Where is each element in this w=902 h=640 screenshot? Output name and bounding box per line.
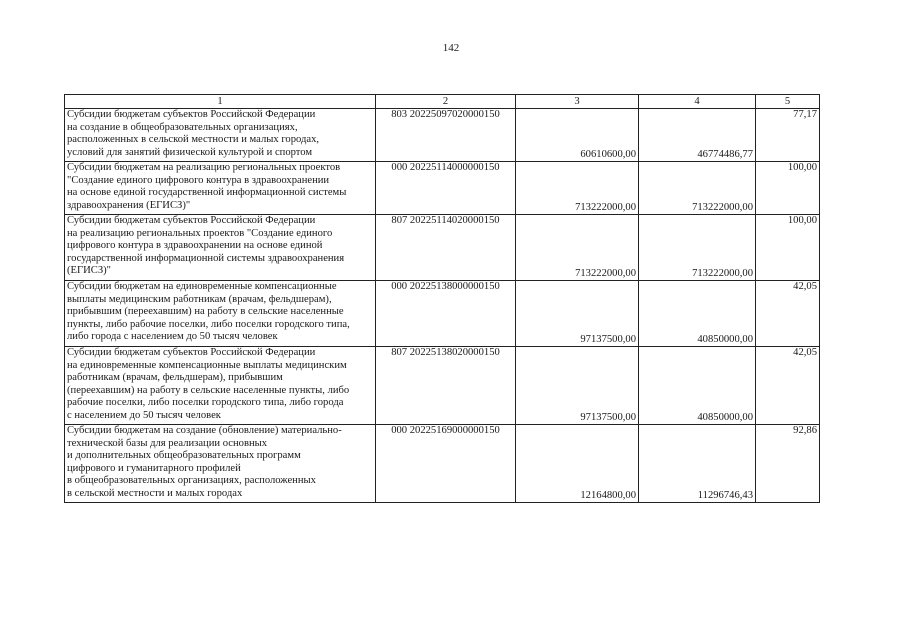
- table-row: [65, 281, 820, 347]
- percent-cell: 100,00: [756, 215, 820, 281]
- budget-code-cell: 000 20225114000000150: [376, 162, 516, 215]
- percent-cell: 77,17: [756, 109, 820, 162]
- percent-cell: 92,86: [756, 425, 820, 503]
- subsidy-name-cell: Субсидии бюджетам на единовременные компенсационные выплаты медицинским работникам (врачам, фельдшерам), прибывшим (переехавшим) на работу в сельские населенные пункты, либо рабочие поселки, либо поселки городского типа, либо города с населением до 50 тысяч человек: [65, 281, 376, 347]
- table-row: [65, 347, 820, 425]
- subsidy-name-cell: Субсидии бюджетам субъектов Российской Федерации на создание в общеобразовательных организациях, расположенных в сельской местности и малых городах, условий для занятий физической культурой и спортом: [65, 109, 376, 162]
- column-header: 2: [376, 95, 516, 109]
- column-header: 5: [756, 95, 820, 109]
- budget-code-cell: 807 20225138020000150: [376, 347, 516, 425]
- subsidy-name-cell: Субсидии бюджетам субъектов Российской Федерации на реализацию региональных проектов "Создание единого цифрового контура в здравоохранении на основе единой государственной информационной системы здравоохранения (ЕГИСЗ)": [65, 215, 376, 281]
- budget-code-cell: 000 20225138000000150: [376, 281, 516, 347]
- header-row: [65, 95, 820, 109]
- budget-code-cell: 807 20225114020000150: [376, 215, 516, 281]
- column-header: 3: [516, 95, 639, 109]
- percent-cell: 100,00: [756, 162, 820, 215]
- table-row: [65, 109, 820, 162]
- subsidy-name-cell: Субсидии бюджетам на реализацию региональных проектов "Создание единого цифрового контура в здравоохранении на основе единой государственной информационной системы здравоохранения (ЕГИСЗ)": [65, 162, 376, 215]
- plan-amount-cell: 713222000,00: [516, 162, 639, 215]
- table-row: [65, 215, 820, 281]
- percent-cell: 42,05: [756, 347, 820, 425]
- plan-amount-cell: 97137500,00: [516, 281, 639, 347]
- actual-amount-cell: 11296746,43: [639, 425, 756, 503]
- budget-code-cell: 000 20225169000000150: [376, 425, 516, 503]
- table-row: [65, 162, 820, 215]
- plan-amount-cell: 12164800,00: [516, 425, 639, 503]
- plan-amount-cell: 60610600,00: [516, 109, 639, 162]
- budget-code-cell: 803 20225097020000150: [376, 109, 516, 162]
- actual-amount-cell: 713222000,00: [639, 215, 756, 281]
- actual-amount-cell: 40850000,00: [639, 281, 756, 347]
- subsidy-name-cell: Субсидии бюджетам субъектов Российской Федерации на единовременные компенсационные выплаты медицинским работникам (врачам, фельдшерам), прибывшим (переехавшим) на работу в сельские населенные пункты, либо рабочие поселки, либо поселки городского типа, либо города с населением до 50 тысяч человек: [65, 347, 376, 425]
- column-header: 4: [639, 95, 756, 109]
- table-row: [65, 425, 820, 503]
- actual-amount-cell: 713222000,00: [639, 162, 756, 215]
- plan-amount-cell: 713222000,00: [516, 215, 639, 281]
- subsidy-name-cell: Субсидии бюджетам на создание (обновление) материально- технической базы для реализации основных и дополнительных общеобразовательных программ цифрового и гуманитарного профилей в общеобразовательных организациях, расположенных в сельской местности и малых городах: [65, 425, 376, 503]
- actual-amount-cell: 40850000,00: [639, 347, 756, 425]
- plan-amount-cell: 97137500,00: [516, 347, 639, 425]
- page-number: 142: [442, 42, 460, 54]
- column-header: 1: [65, 95, 376, 109]
- percent-cell: 42,05: [756, 281, 820, 347]
- actual-amount-cell: 46774486,77: [639, 109, 756, 162]
- budget-table: [64, 94, 820, 503]
